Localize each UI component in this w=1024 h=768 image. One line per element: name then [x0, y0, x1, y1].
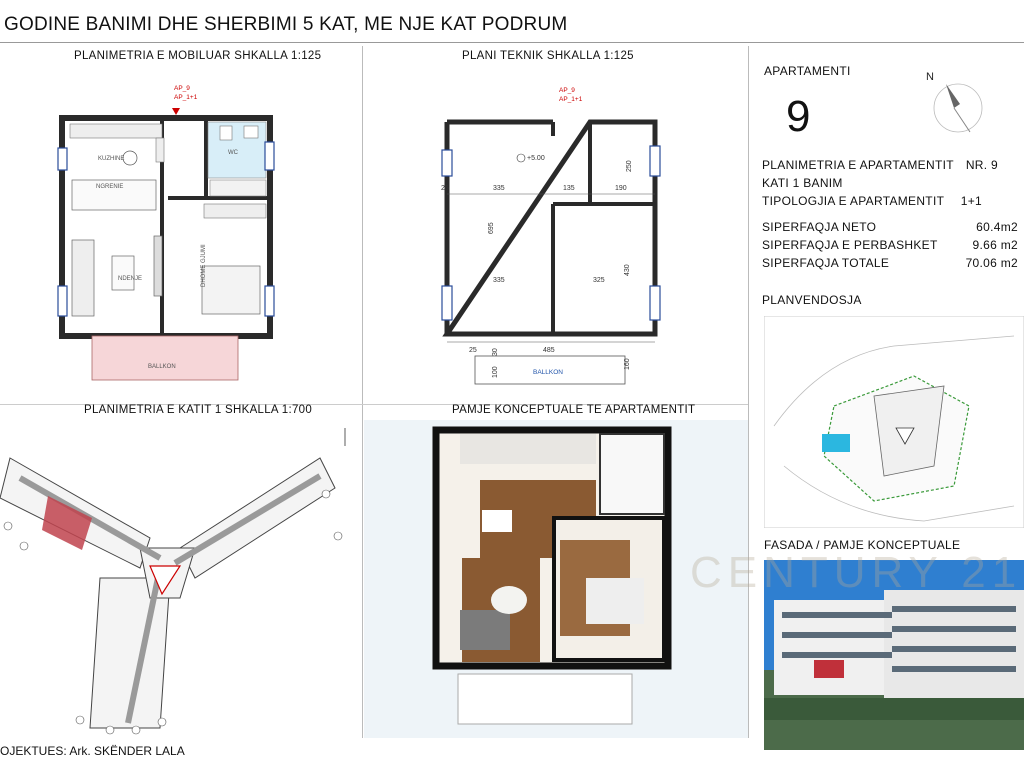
- axis-bubble: [106, 726, 114, 734]
- info-label: KATI 1 BANIM: [762, 176, 843, 190]
- fp-balcony: [92, 336, 238, 380]
- info-row: [762, 176, 1024, 194]
- concept-kitchen-counter: [460, 434, 596, 464]
- info-row: [762, 158, 1024, 176]
- compass-icon: [924, 66, 988, 140]
- site-plan: [764, 316, 1024, 528]
- tp-dim: 335: [493, 277, 505, 284]
- info-label: SIPERFAQJA TOTALE: [762, 256, 890, 270]
- facade-windows: [782, 632, 892, 638]
- fp-tag-1: AP_9: [174, 85, 190, 92]
- kitchen-counter: [70, 124, 162, 138]
- shower-icon: [210, 180, 266, 196]
- furniture-plan-title: PLANIMETRIA E MOBILUAR SHKALLA 1:125: [74, 50, 322, 62]
- tp-dim: 160: [624, 358, 631, 370]
- apartment-label: APARTAMENTI: [764, 64, 851, 78]
- floor-plan-drawing: [0, 418, 360, 740]
- facade-accent: [814, 660, 844, 678]
- tp-tag-1: AP_9: [559, 87, 575, 94]
- tp-dim: 25: [469, 347, 477, 354]
- fp-bath-label: WC: [228, 150, 238, 156]
- concept-bed: [586, 578, 644, 624]
- axis-bubble: [4, 522, 12, 530]
- apartment-info: [762, 158, 1024, 274]
- facade-windows: [892, 606, 1016, 612]
- concept-balcony: [458, 674, 632, 724]
- tp-dim: 100: [492, 366, 499, 378]
- facade-windows: [892, 666, 1016, 672]
- window-icon: [265, 286, 274, 316]
- tp-level: +5.00: [527, 155, 545, 162]
- window-icon: [442, 286, 452, 320]
- compass-letter: N: [926, 71, 934, 83]
- window-icon: [58, 286, 67, 316]
- fp-living-label: NDENJE: [118, 276, 143, 282]
- page-title: GODINE BANIMI DHE SHERBIMI 5 KAT, ME NJE KAT PODRUM: [4, 14, 568, 35]
- concept-dining-table: [482, 510, 512, 532]
- tp-dim: 430: [624, 264, 631, 276]
- info-label: PLANIMETRIA E APARTAMENTIT: [762, 158, 954, 172]
- compass-ring: [934, 84, 982, 132]
- fp-balcony-label: BALLKON: [148, 364, 176, 370]
- toilet-icon: [220, 126, 232, 140]
- tp-dim: 190: [615, 185, 627, 192]
- info-label: SIPERFAQJA E PERBASHKET: [762, 238, 938, 252]
- entrance-marker-icon: [172, 108, 180, 115]
- window-icon: [265, 142, 274, 170]
- facade-windows: [892, 626, 1016, 632]
- fridge-icon: [156, 138, 164, 162]
- grid-divider-v1: [362, 46, 363, 738]
- stool-icon: [123, 151, 137, 165]
- fp-dining-label: NGRENIE: [96, 184, 124, 190]
- tp-tag-2: AP_1+1: [559, 96, 583, 103]
- sofa-icon: [72, 240, 94, 316]
- floor-plan-title: PLANIMETRIA E KATIT 1 SHKALLA 1:700: [84, 404, 313, 416]
- facade-title: FASADA / PAMJE KONCEPTUALE: [764, 538, 961, 552]
- axis-bubble: [20, 542, 28, 550]
- concept-bathroom: [600, 434, 664, 514]
- axis-bubble: [322, 490, 330, 498]
- fp-tag-2: AP_1+1: [174, 94, 198, 101]
- info-value: NR. 9: [965, 158, 998, 172]
- site-plan-title: PLANVENDOSJA: [762, 293, 862, 307]
- facade-windows: [892, 646, 1016, 652]
- compass-tail: [954, 108, 970, 132]
- window-icon: [650, 146, 660, 176]
- info-label: TIPOLOGJIA E APARTAMENTIT: [762, 194, 945, 208]
- furniture-plan: [40, 80, 280, 390]
- window-icon: [442, 150, 452, 176]
- fp-kitchen-label: KUZHINE: [98, 156, 125, 162]
- facade-trees: [764, 698, 1024, 720]
- concept-view-title: PAMJE KONCEPTUALE TE APARTAMENTIT: [452, 404, 696, 416]
- wardrobe-icon: [204, 204, 266, 218]
- axis-bubble: [158, 718, 166, 726]
- info-value: 9.66 m2: [972, 238, 1018, 252]
- info-value: 1+1: [960, 194, 982, 208]
- facade-windows: [782, 612, 892, 618]
- info-row: [762, 194, 1024, 220]
- footer-designer: OJEKTUES: Ark. SKËNDER LALA: [0, 744, 185, 758]
- compass-needle: [946, 84, 960, 108]
- tp-dim: 325: [593, 277, 605, 284]
- window-icon: [58, 148, 67, 170]
- concept-rug: [491, 586, 527, 614]
- tp-dim: 335: [493, 185, 505, 192]
- facade-windows: [782, 652, 892, 658]
- bed-icon: [202, 266, 260, 314]
- tp-dim: 485: [543, 347, 555, 354]
- concept-sofa: [460, 610, 510, 650]
- info-row: [762, 220, 1024, 238]
- tp-balcony-label: BALLKON: [533, 369, 563, 376]
- info-value: 60.4m2: [976, 220, 1018, 234]
- technical-plan-title: PLANI TEKNIK SHKALLA 1:125: [462, 50, 634, 62]
- technical-plan: [425, 80, 670, 390]
- tp-dim: 250: [626, 160, 633, 172]
- tp-dim: 695: [488, 222, 495, 234]
- tp-dim: 25: [441, 185, 449, 192]
- watermark-text: CENTURY 21: [690, 548, 1023, 597]
- fp-bedroom-label: DHOME GJUMI: [201, 244, 207, 287]
- axis-bubble: [76, 716, 84, 724]
- site-pool: [822, 434, 850, 452]
- info-row: [762, 256, 1024, 274]
- info-value: 70.06 m2: [965, 256, 1018, 270]
- apartment-number: 9: [786, 92, 811, 141]
- tp-dim: 135: [563, 185, 575, 192]
- info-label: SIPERFAQJA NETO: [762, 220, 877, 234]
- axis-bubble: [334, 532, 342, 540]
- coffee-table: [112, 256, 134, 290]
- building-wing-right: [180, 458, 335, 578]
- tp-dim: 30: [492, 348, 499, 356]
- window-icon: [650, 286, 660, 320]
- corridor: [175, 476, 320, 563]
- level-marker-icon: [517, 154, 525, 162]
- sink-icon: [244, 126, 258, 138]
- tv-unit: [154, 236, 162, 296]
- axis-bubble: [132, 726, 140, 734]
- grid-divider-v2: [748, 46, 749, 738]
- info-row: [762, 238, 1024, 256]
- title-divider: [0, 42, 1024, 43]
